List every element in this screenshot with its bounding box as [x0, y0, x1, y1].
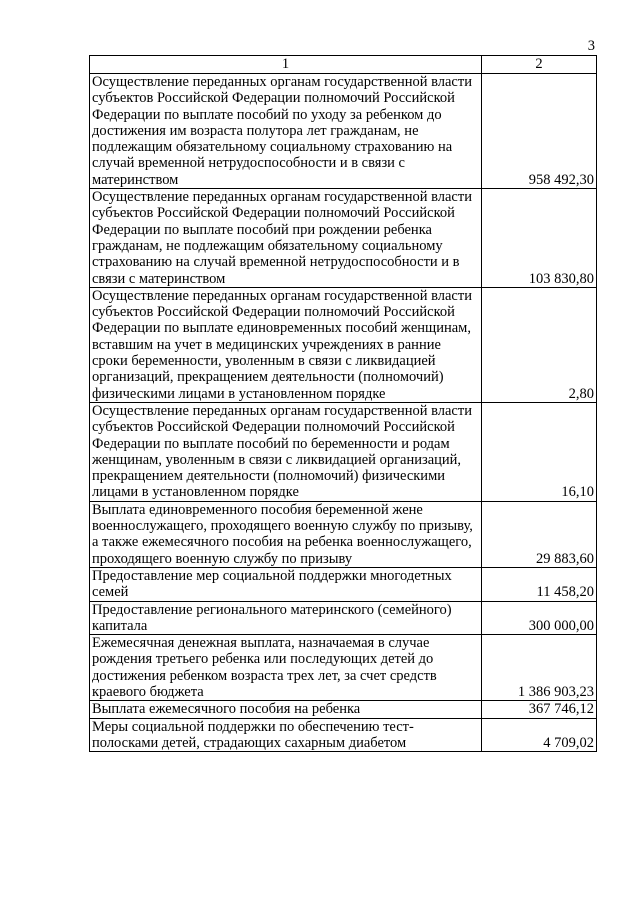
- table-row: [90, 701, 597, 718]
- column-header-1: 1: [90, 56, 482, 74]
- row-amount: 1 386 903,23: [482, 635, 597, 701]
- row-description: Выплата ежемесячного пособия на ребенка: [90, 701, 482, 718]
- row-amount: 11 458,20: [482, 567, 597, 601]
- page-number: 3: [587, 38, 595, 54]
- table-row: [90, 635, 597, 701]
- row-amount: 958 492,30: [482, 74, 597, 189]
- table-row: [90, 402, 597, 501]
- table-row: [90, 74, 597, 189]
- column-header-2: 2: [482, 56, 597, 74]
- table-row: [90, 567, 597, 601]
- table-row: [90, 287, 597, 402]
- row-description: Осуществление переданных органам государственной власти субъектов Российской Федерации полномочий Российской Федерации по выплате единовременных пособий женщинам, вставшим на учет в медицинских учреждениях в ранние сроки беременности, уволенным в связи с ликвидацией организаций, прекращением деятельности (полномочий) физическими лицами в установленном порядке: [90, 287, 482, 402]
- row-description: Осуществление переданных органам государственной власти субъектов Российской Федерации полномочий Российской Федерации по выплате пособий при рождении ребенка гражданам, не подлежащим обязательному социальному страхованию на случай временной нетрудоспособности и в связи с материнством: [90, 189, 482, 288]
- table-row: [90, 601, 597, 635]
- row-description: Меры социальной поддержки по обеспечению тест-полосками детей, страдающих сахарным диабетом: [90, 718, 482, 752]
- table-row: [90, 718, 597, 752]
- row-amount: 16,10: [482, 402, 597, 501]
- row-description: Выплата единовременного пособия беременной жене военнослужащего, проходящего военную службу по призыву, а также ежемесячного пособия на ребенка военнослужащего, проходящего военную службу по призыву: [90, 501, 482, 567]
- row-amount: 29 883,60: [482, 501, 597, 567]
- row-description: Предоставление регионального материнского (семейного) капитала: [90, 601, 482, 635]
- table-row: [90, 189, 597, 288]
- budget-table: [89, 55, 597, 752]
- row-amount: 367 746,12: [482, 701, 597, 718]
- row-amount: 300 000,00: [482, 601, 597, 635]
- table-row: [90, 501, 597, 567]
- row-description: Ежемесячная денежная выплата, назначаемая в случае рождения третьего ребенка или последующих детей до достижения ребенком возраста трех лет, за счет средств краевого бюджета: [90, 635, 482, 701]
- row-amount: 103 830,80: [482, 189, 597, 288]
- row-description: Осуществление переданных органам государственной власти субъектов Российской Федерации полномочий Российской Федерации по выплате пособий по уходу за ребенком до достижения им возраста полутора лет гражданам, не подлежащим обязательному социальному страхованию на случай временной нетрудоспособности и в связи с материнством: [90, 74, 482, 189]
- table-header-row: [90, 56, 597, 74]
- row-description: Предоставление мер социальной поддержки многодетных семей: [90, 567, 482, 601]
- row-amount: 4 709,02: [482, 718, 597, 752]
- row-description: Осуществление переданных органам государственной власти субъектов Российской Федерации полномочий Российской Федерации по выплате пособий по беременности и родам женщинам, уволенным в связи с ликвидацией организаций, прекращением деятельности (полномочий) физическими лицами в установленном порядке: [90, 402, 482, 501]
- row-amount: 2,80: [482, 287, 597, 402]
